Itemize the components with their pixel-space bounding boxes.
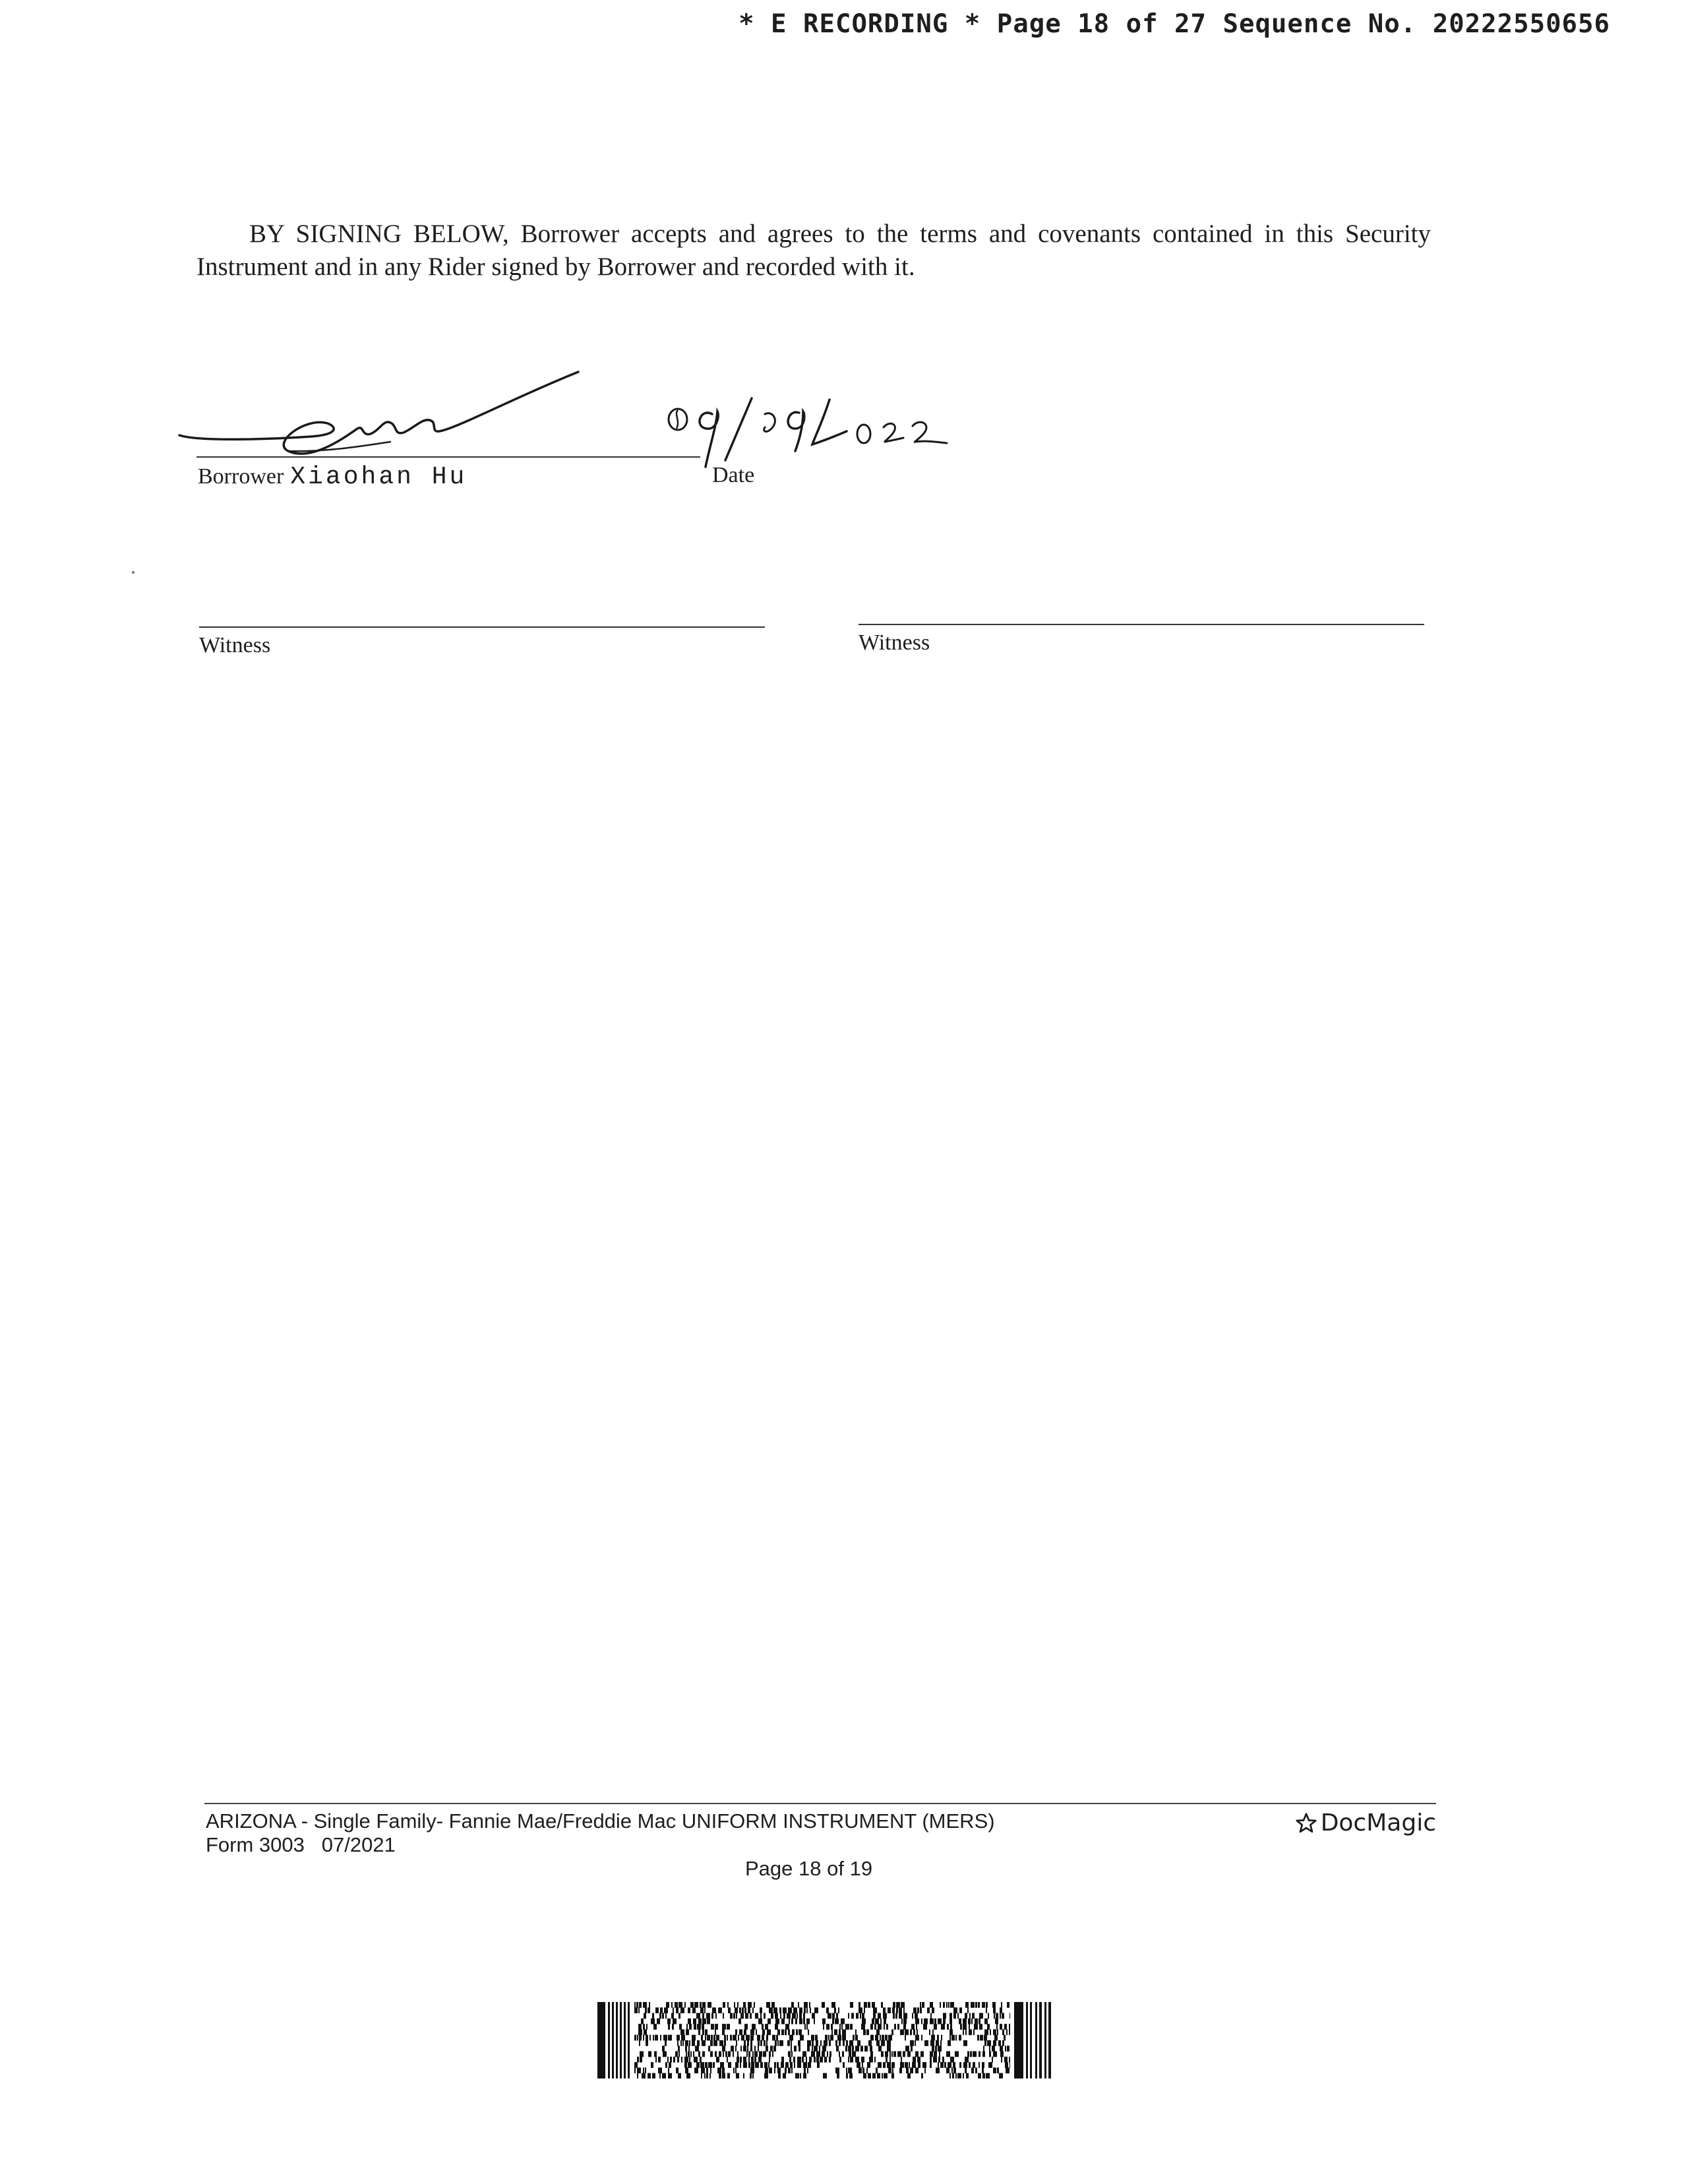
form-title: ARIZONA - Single Family- Fannie Mae/Freddie Mac UNIFORM INSTRUMENT (MERS) bbox=[206, 1809, 995, 1833]
date-label: Date bbox=[712, 463, 755, 487]
signing-paragraph bbox=[196, 218, 1431, 284]
borrower-signature bbox=[173, 364, 595, 463]
recording-stamp: * E RECORDING * Page 18 of 27 Sequence No. 20222550656 bbox=[738, 9, 1610, 39]
handwritten-date bbox=[659, 394, 963, 473]
pdf417-barcode bbox=[597, 2002, 1051, 2078]
witness-left-line bbox=[199, 626, 765, 628]
scan-speck bbox=[132, 571, 135, 574]
page-number: Page 18 of 19 bbox=[745, 1857, 873, 1880]
borrower-label-group bbox=[198, 463, 467, 491]
witness-left-label: Witness bbox=[199, 633, 271, 657]
borrower-name: Xiaohan Hu bbox=[290, 463, 467, 491]
borrower-signature-line bbox=[196, 456, 700, 458]
footer-rule bbox=[204, 1803, 1436, 1804]
form-number: Form 3003 07/2021 bbox=[206, 1833, 396, 1856]
borrower-label: Borrower bbox=[198, 464, 284, 489]
star-outline-icon bbox=[1294, 1811, 1318, 1835]
witness-right-label: Witness bbox=[859, 630, 930, 655]
witness-right-line bbox=[859, 624, 1424, 625]
signing-paragraph-text: BY SIGNING BELOW, Borrower accepts and agrees to the terms and covenants contained in this Security Instrument and in any Rider signed by Borrower and recorded with it. bbox=[196, 220, 1431, 281]
docmagic-label: DocMagic bbox=[1320, 1809, 1436, 1836]
docmagic-brand bbox=[1294, 1809, 1436, 1836]
